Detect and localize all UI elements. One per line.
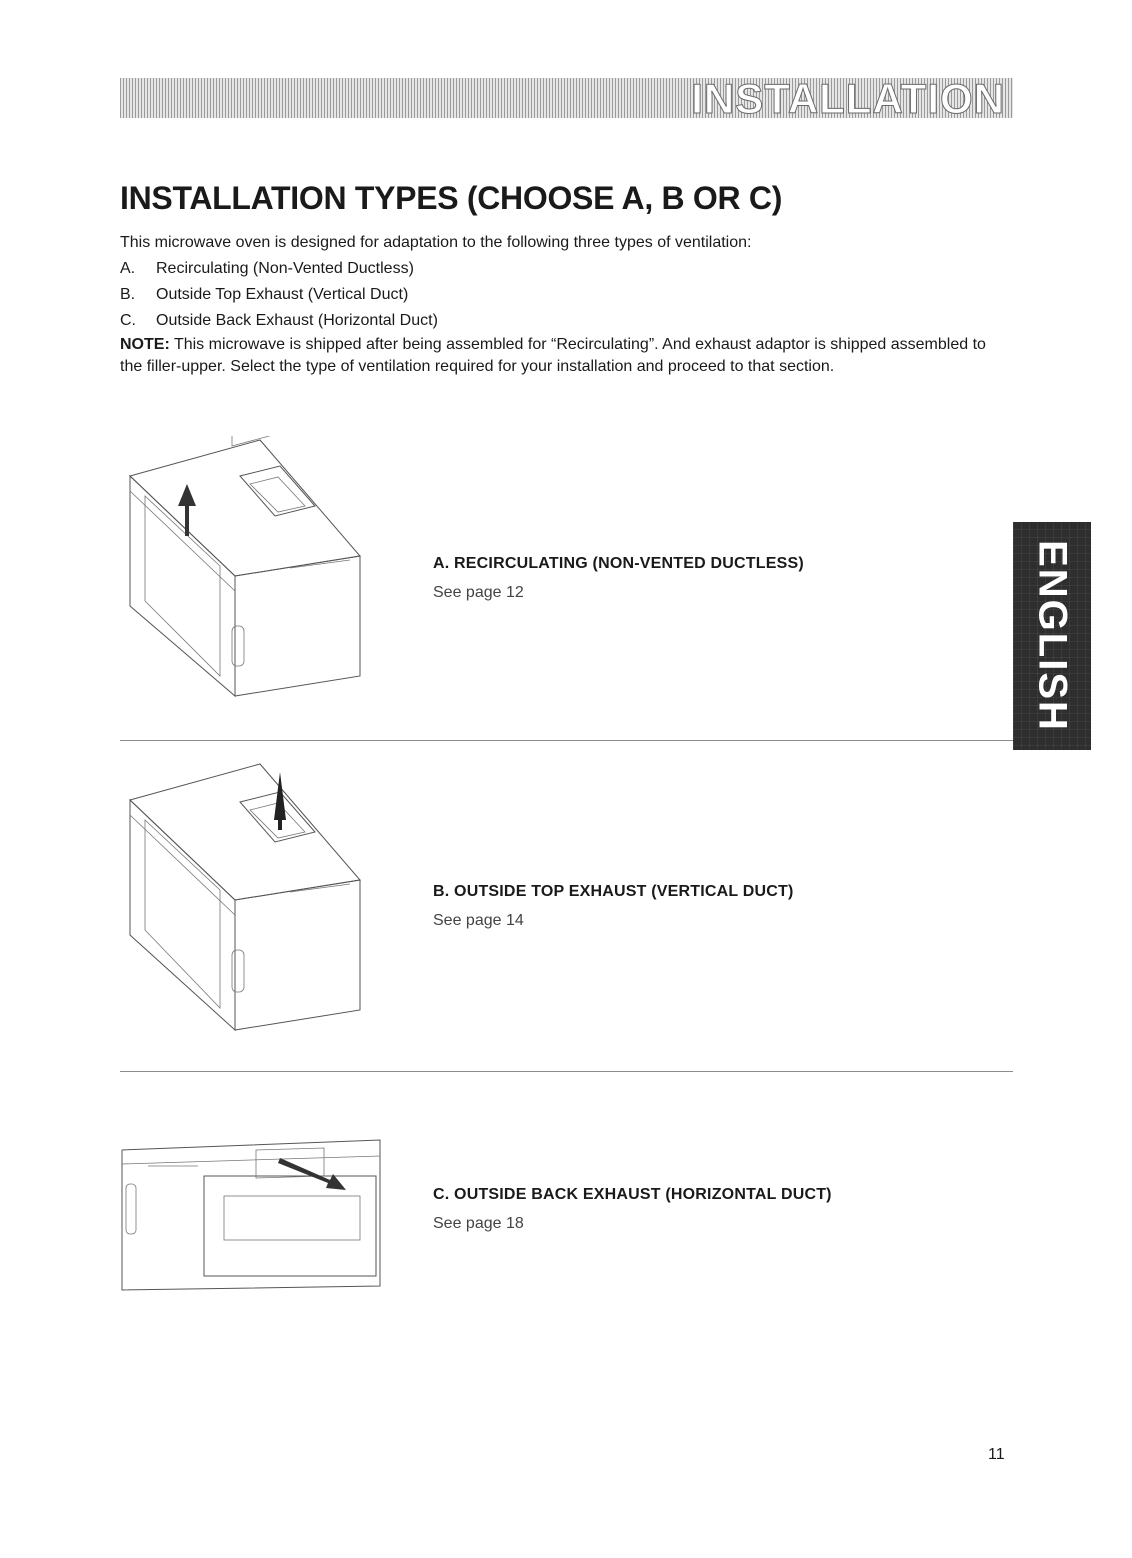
page-number: 11	[988, 1446, 1005, 1463]
section-a-see-page[interactable]: See page 12	[433, 584, 524, 601]
list-item	[120, 308, 1010, 334]
list-item	[120, 256, 1010, 282]
list-item-text: Recirculating (Non-Vented Ductless)	[156, 260, 414, 277]
note-label: NOTE:	[120, 336, 170, 353]
section-a-heading: A. RECIRCULATING (NON-VENTED DUCTLESS)	[433, 555, 804, 572]
list-item-letter: B.	[120, 286, 136, 303]
microwave-back-exhaust-illustration	[118, 1136, 388, 1296]
section-c-see-page[interactable]: See page 18	[433, 1215, 524, 1232]
banner-title: INSTALLATION	[691, 75, 1005, 122]
microwave-top-exhaust-illustration	[120, 760, 370, 1050]
microwave-recirculating-illustration	[120, 436, 370, 716]
section-divider	[120, 1071, 1013, 1072]
section-b-see-page[interactable]: See page 14	[433, 912, 524, 929]
section-b-heading: B. OUTSIDE TOP EXHAUST (VERTICAL DUCT)	[433, 883, 794, 900]
language-tab	[1013, 522, 1091, 750]
note-paragraph	[120, 334, 1010, 378]
list-item-text: Outside Back Exhaust (Horizontal Duct)	[156, 312, 438, 329]
page-title: INSTALLATION TYPES (CHOOSE A, B OR C)	[120, 180, 783, 216]
intro-block	[120, 230, 1010, 378]
section-c-heading: C. OUTSIDE BACK EXHAUST (HORIZONTAL DUCT)	[433, 1186, 832, 1203]
section-divider	[120, 740, 1013, 741]
header-banner	[120, 75, 1013, 122]
list-item-text: Outside Top Exhaust (Vertical Duct)	[156, 286, 409, 303]
ventilation-types-list	[120, 256, 1010, 334]
list-item-letter: C.	[120, 312, 136, 329]
intro-text: This microwave oven is designed for adaptation to the following three types of ventilation:	[120, 234, 752, 251]
list-item-letter: A.	[120, 260, 136, 277]
note-text: This microwave is shipped after being assembled for “Recirculating”. And exhaust adaptor is shipped assembled to the filler-upper. Select the type of ventilation required for your installation and proceed to that section.	[120, 336, 986, 375]
list-item	[120, 282, 1010, 308]
language-tab-label: ENGLISH	[1030, 540, 1075, 732]
